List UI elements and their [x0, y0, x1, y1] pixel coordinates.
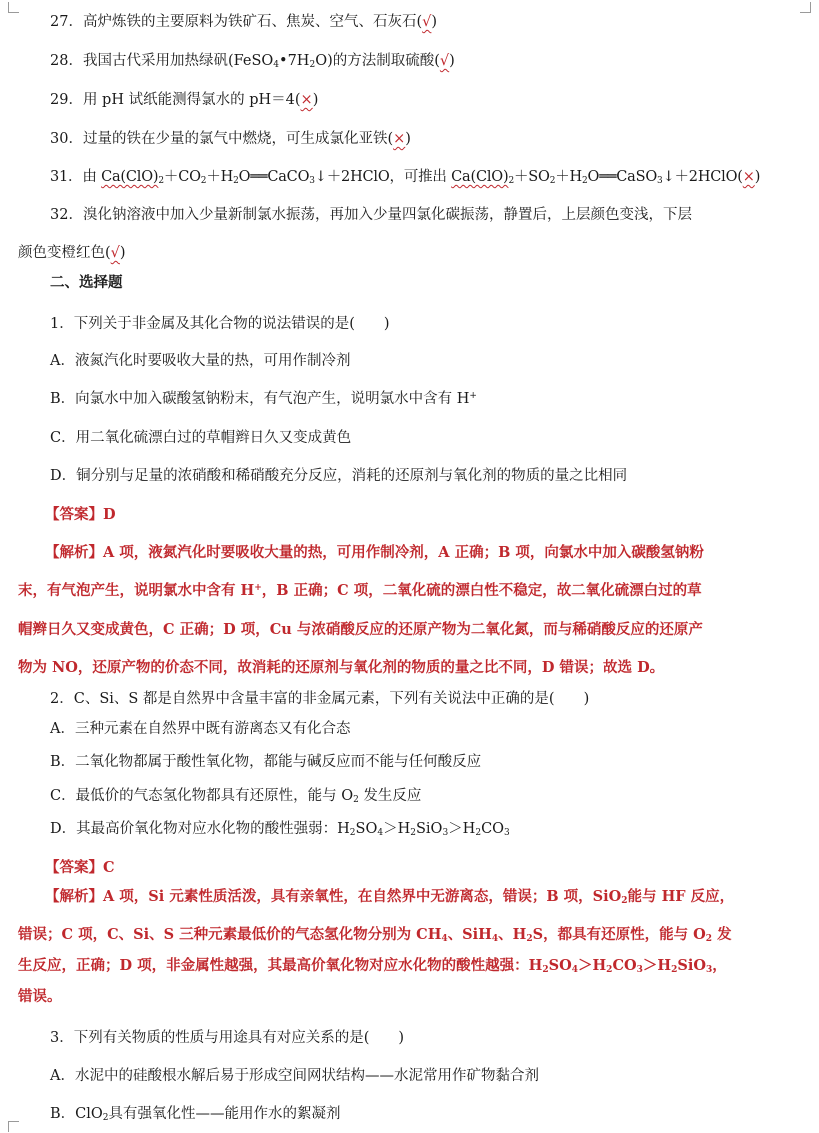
subscript: 3: [309, 176, 315, 186]
explanation-text: 错误；C 项，C、Si、S 三种元素最低价的气态氢化物分别为 CH: [18, 926, 442, 943]
cross-mark: ×: [300, 92, 313, 108]
eq-text: 由: [82, 169, 102, 185]
cross-mark: ×: [742, 169, 755, 185]
explanation-text: 、H: [498, 926, 527, 943]
item-text: •7H: [279, 53, 310, 69]
subscript: 2: [102, 1113, 109, 1123]
superscript: +: [469, 391, 477, 401]
item-text: 高炉炼铁的主要原料为铁矿石、焦炭、空气、石灰石(: [82, 14, 423, 30]
explanation-text: ，: [712, 957, 727, 974]
explanation-text: 【解析】A 项，液氮汽化时要吸收大量的热，可用作制冷剂，A 正确；B 项，向氯水中加入碳酸氢钠粉: [45, 544, 704, 561]
tf-item-32-line1: [50, 205, 692, 225]
eq-text: ＋SO: [513, 169, 550, 185]
paren-close: ): [449, 53, 455, 69]
q1-option-d: D．铜分别与足量的浓硝酸和稀硝酸充分反应，消耗的还原剂与氧化剂的物质的量之比相同: [50, 468, 628, 484]
subscript: 2: [475, 828, 482, 838]
eq-text: ↓＋2HClO(: [662, 169, 743, 185]
subscript: 4: [491, 934, 499, 944]
subscript: 3: [636, 965, 643, 975]
subscript: 4: [571, 965, 578, 975]
q2-explanation-line2: [18, 925, 732, 945]
cross-mark: ×: [393, 131, 406, 147]
item-text: O)的方法制取硫酸(: [315, 53, 440, 69]
explanation-text: 发: [712, 926, 732, 943]
formula-ca-clo2: Ca(ClO): [451, 169, 509, 185]
subscript: 3: [657, 176, 663, 186]
q1-explanation-line2: [18, 581, 702, 601]
q2-explanation-line1: [45, 887, 734, 907]
paren-close: ): [431, 14, 438, 30]
subscript: 2: [581, 176, 588, 186]
subscript: 3: [504, 828, 510, 838]
option-text: SiO: [415, 821, 443, 837]
explanation-text: SiO: [677, 957, 706, 974]
subscript: 4: [377, 828, 384, 838]
tf-item-28: [50, 51, 455, 71]
item-number: 32．: [50, 207, 83, 223]
paren-close: ): [312, 92, 319, 108]
explanation-text: ＞H: [642, 957, 672, 974]
option-text: 发生反应: [358, 788, 422, 804]
q1-stem: 1．下列关于非金属及其化合物的说法错误的是( ): [50, 316, 390, 332]
subscript: 4: [441, 934, 448, 944]
subscript: 2: [542, 965, 549, 975]
check-mark: √: [439, 53, 450, 69]
paren-close: ): [119, 245, 126, 261]
subscript: 2: [606, 965, 613, 975]
explanation-text: 生反应，正确；D 项，非金属性越强，其最高价氧化物对应水化物的酸性越强：H: [18, 957, 543, 974]
paren-close: ): [405, 131, 411, 147]
option-text: ＞H: [383, 821, 411, 837]
option-text: B．ClO: [50, 1106, 103, 1122]
q3-stem: 3．下列有关物质的性质与用途具有对应关系的是( ): [50, 1030, 405, 1046]
q2-option-c: [50, 786, 421, 806]
tf-item-27: [50, 12, 437, 32]
q2-stem: 2．C、Si、S 都是自然界中含量丰富的非金属元素，下列有关说法中正确的是( ): [50, 691, 590, 707]
subscript: 2: [705, 934, 713, 944]
subscript: 2: [353, 795, 359, 805]
q3-option-b: [50, 1104, 341, 1124]
check-mark: √: [110, 245, 120, 261]
eq-text: ＋H: [555, 169, 582, 185]
q2-explanation-line4: 错误。: [18, 988, 62, 1005]
item-number: 27．: [50, 14, 83, 30]
q1-option-b: [50, 389, 477, 409]
item-text: 过量的铁在少量的氯气中燃烧，可生成氯化亚铁(: [82, 131, 394, 147]
q1-option-c: C．用二氧化硫漂白过的草帽辫日久又变成黄色: [50, 430, 352, 446]
formula-ca-clo2: Ca(ClO): [101, 169, 159, 185]
explanation-text: 【解析】A 项，Si 元素性质活泼，具有亲氧性，在自然界中无游离态，错误；B 项，SiO: [45, 888, 622, 905]
eq-text: ↓＋2HClO，可推出: [314, 169, 452, 185]
subscript: 2: [508, 176, 514, 186]
subscript: 2: [621, 896, 628, 906]
tf-item-30: [50, 129, 411, 149]
subscript: 2: [158, 176, 164, 186]
item-text: 用 pH 试纸能测得氯水的 pH＝4(: [82, 92, 301, 108]
q2-option-a: A．三种元素在自然界中既有游离态又有化合态: [50, 721, 351, 737]
q1-explanation-line1: [45, 543, 704, 563]
item-number: 28．: [50, 53, 83, 69]
q3-option-a: A．水泥中的硅酸根水解后易于形成空间网状结构——水泥常用作矿物黏合剂: [50, 1068, 539, 1084]
item-number: 29．: [50, 92, 83, 108]
option-text: D．其最高价氧化物对应水化物的酸性强弱：H: [50, 821, 350, 837]
q2-explanation-line3: [18, 956, 727, 976]
eq-text: O══CaCO: [238, 169, 310, 185]
item-number: 30．: [50, 131, 83, 147]
option-text: SO: [355, 821, 378, 837]
subscript: 2: [349, 828, 356, 838]
check-mark: √: [422, 14, 432, 30]
option-text: 具有强氧化性——能用作水的絮凝剂: [108, 1106, 341, 1122]
explanation-text: ＞H: [577, 957, 607, 974]
tf-item-31: [50, 167, 760, 187]
eq-text: O══CaSO: [587, 169, 658, 185]
q1-explanation-line3: 帽辫日久又变成黄色，C 正确；D 项，Cu 与浓硝酸反应的还原产物为二氧化氮，而与稀硝酸反应的还原产: [18, 621, 703, 638]
q1-explanation-line4: 物为 NO，还原产物的价态不同，故消耗的还原剂与氧化剂的物质的量之比不同，D 错误；故选 D。: [18, 659, 665, 676]
tf-item-29: [50, 90, 318, 110]
subscript: 2: [233, 176, 239, 186]
crop-mark-top-right: [800, 2, 811, 13]
section-title: 二、选择题: [50, 274, 123, 291]
explanation-text: CO: [612, 957, 637, 974]
crop-mark-top-left: [8, 2, 19, 13]
explanation-text: 、SiH: [447, 926, 492, 943]
subscript: 2: [309, 60, 316, 70]
explanation-text: 末，有气泡产生，说明氯水中含有 H: [18, 582, 255, 599]
item-number: 31．: [50, 169, 83, 185]
explanation-text: SO: [548, 957, 572, 974]
superscript: +: [254, 583, 262, 593]
paren-close: ): [754, 169, 761, 185]
option-text: ＞H: [448, 821, 476, 837]
subscript: 2: [549, 176, 556, 186]
subscript: 3: [705, 965, 713, 975]
item-text: 溴化钠溶液中加入少量新制氯水振荡，再加入少量四氯化碳振荡，静置后，上层颜色变浅，下层: [82, 207, 692, 223]
q1-option-a: A．液氮汽化时要吸收大量的热，可用作制冷剂: [50, 353, 351, 369]
subscript: 3: [442, 828, 449, 838]
item-text: 颜色变橙红色(: [18, 245, 111, 261]
item-text: 我国古代采用加热绿矾(FeSO: [82, 53, 274, 69]
crop-mark-bottom-left: [8, 1121, 19, 1132]
eq-text: ＋CO: [163, 169, 201, 185]
subscript: 2: [671, 965, 678, 975]
tf-item-32-line2: [18, 243, 126, 263]
subscript: 2: [200, 176, 207, 186]
explanation-text: ，B 正确；C 项，二氧化硫的漂白性不稳定，故二氧化硫漂白过的草: [261, 582, 702, 599]
option-text: CO: [481, 821, 505, 837]
subscript: 4: [273, 60, 280, 70]
subscript: 2: [410, 828, 416, 838]
explanation-text: S，都具有还原性，能与 O: [532, 926, 706, 943]
option-text: C．最低价的气态氢化物都具有还原性，能与 O: [50, 788, 354, 804]
q2-answer: 【答案】C: [45, 859, 115, 876]
q1-answer: 【答案】D: [45, 506, 116, 523]
eq-text: ＋H: [206, 169, 234, 185]
explanation-text: 能与 HF 反应，: [627, 888, 735, 905]
subscript: 2: [526, 934, 533, 944]
q2-option-d: [50, 819, 510, 839]
option-text: B．向氯水中加入碳酸氢钠粉末，有气泡产生，说明氯水中含有 H: [50, 391, 470, 407]
q2-option-b: B．二氧化物都属于酸性氧化物，都能与碱反应而不能与任何酸反应: [50, 754, 482, 770]
